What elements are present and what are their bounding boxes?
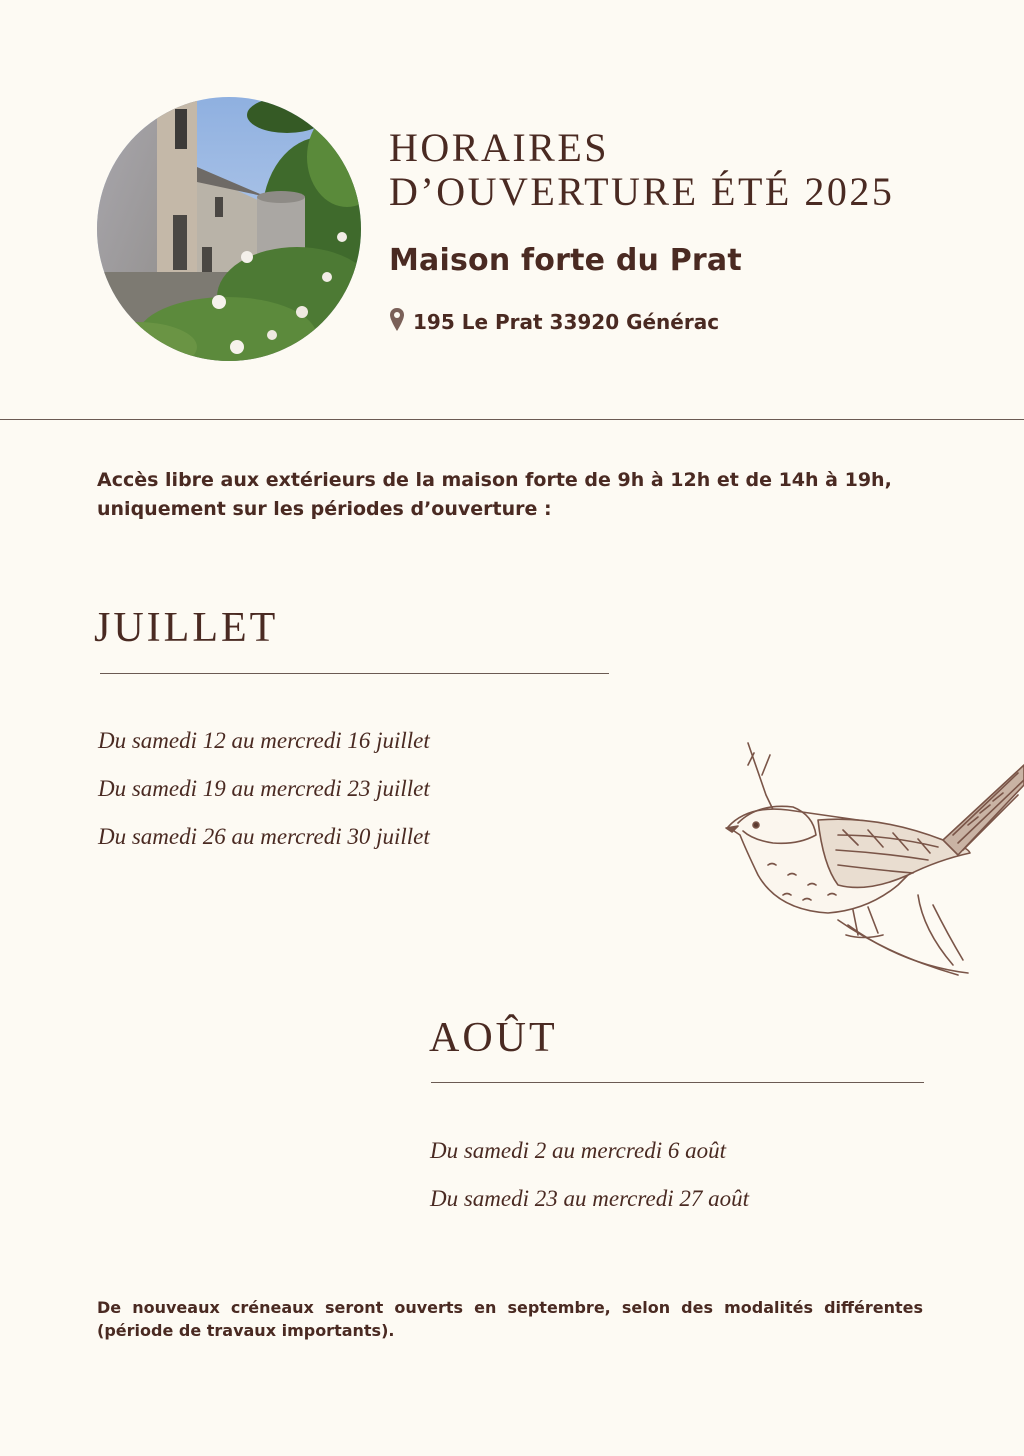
address-text: 195 Le Prat 33920 Générac [413, 310, 720, 334]
header-divider [0, 419, 1024, 420]
juillet-heading: JUILLET [94, 605, 279, 651]
page-title [389, 126, 894, 214]
list-item: Du samedi 2 au mercredi 6 août [430, 1138, 726, 1163]
intro-text: Accès libre aux extérieurs de la maison forte de 9h à 12h et de 14h à 19h, uniquement sur les périodes d’ouverture : [97, 469, 892, 520]
manor-photo [97, 97, 361, 361]
juillet-divider [100, 673, 609, 674]
footer-note: De nouveaux créneaux seront ouverts en septembre, selon des modalités différentes (période de travaux importants). [97, 1298, 923, 1340]
title-line-1: HORAIRES [389, 125, 610, 170]
title-line-2: D’OUVERTURE ÉTÉ 2025 [389, 169, 895, 214]
map-pin-icon [389, 307, 405, 338]
address [389, 307, 719, 337]
bird-illustration [718, 735, 1024, 985]
juillet-dates-list [98, 726, 430, 870]
venue-name: Maison forte du Prat [389, 243, 742, 278]
aout-heading: AOÛT [429, 1015, 558, 1061]
aout-dates-list [430, 1136, 749, 1232]
list-item: Du samedi 23 au mercredi 27 août [430, 1186, 749, 1211]
list-item: Du samedi 12 au mercredi 16 juillet [98, 728, 430, 753]
list-item: Du samedi 26 au mercredi 30 juillet [98, 824, 430, 849]
aout-divider [431, 1082, 924, 1083]
list-item: Du samedi 19 au mercredi 23 juillet [98, 776, 430, 801]
